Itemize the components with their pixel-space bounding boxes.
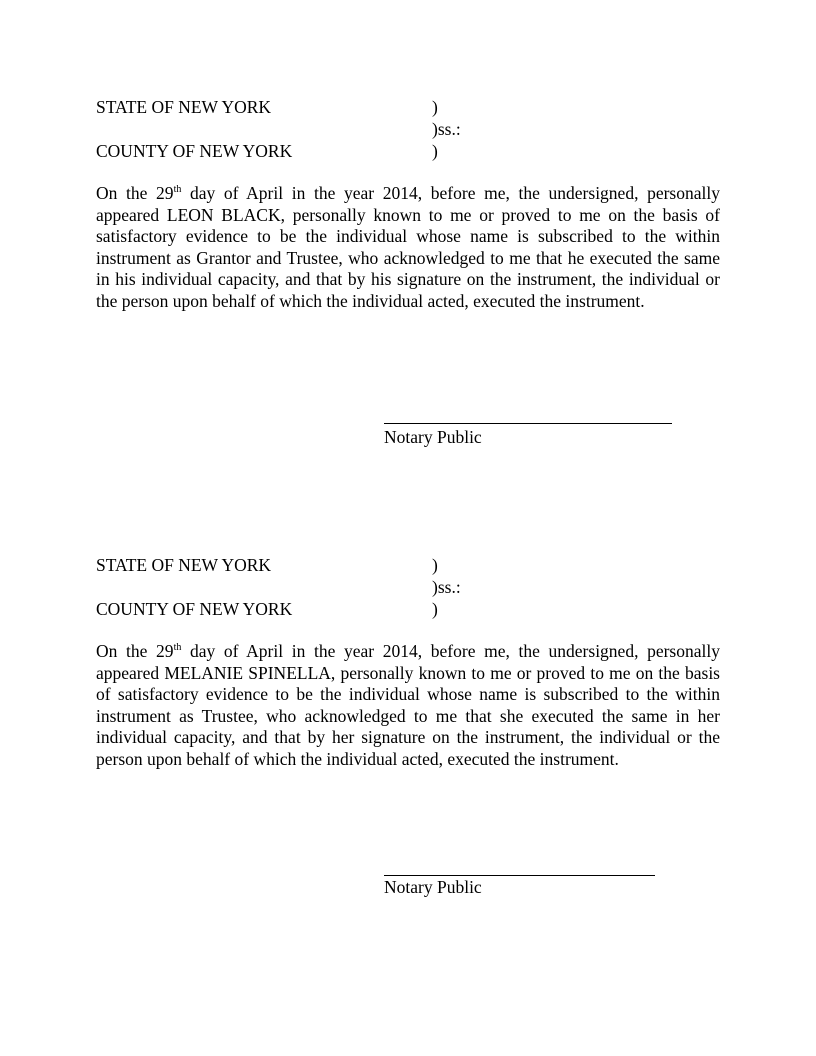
paragraph-text-start: On the 29 (96, 641, 174, 661)
notary-public-label: Notary Public (384, 427, 482, 447)
ordinal-suffix: th (173, 642, 182, 653)
venue-paren-close: ) (432, 141, 438, 161)
venue-paren-open: ) (432, 555, 438, 575)
venue-paren-close: ) (432, 599, 438, 619)
ordinal-suffix: th (173, 184, 182, 195)
paragraph-text-start: On the 29 (96, 183, 174, 203)
paragraph-text-rest: day of April in the year 2014, before me, the undersigned, personally appeared MELANIE SPINELLA, personally known to me or proved to me on the basis of satisfactory evidence to be the individual whose name is subscribed to the within instrument as Trustee, who acknowledged to me that she executed the same in her individual capacity, and that by her signature on the instrument, the individual or the person upon behalf of which the individual acted, executed the instrument. (96, 641, 720, 769)
state-label: STATE OF NEW YORK (96, 97, 272, 117)
signature-line (384, 423, 672, 424)
county-label: COUNTY OF NEW YORK (96, 599, 293, 619)
county-label: COUNTY OF NEW YORK (96, 141, 293, 161)
venue-caption (96, 554, 720, 620)
notary-public-label: Notary Public (384, 877, 482, 897)
venue-paren-ss: )ss.: (432, 119, 461, 139)
paragraph-text-rest: day of April in the year 2014, before me, the undersigned, personally appeared LEON BLACK, personally known to me or proved to me on the basis of satisfactory evidence to be the individual whose name is subscribed to the within instrument as Grantor and Trustee, who acknowledged to me that he executed the same in his individual capacity, and that by his signature on the instrument, the individual or the person upon behalf of which the individual acted, executed the instrument. (96, 183, 720, 311)
venue-paren-ss: )ss.: (432, 577, 461, 597)
venue-caption (96, 96, 720, 162)
acknowledgment-paragraph (96, 641, 720, 771)
acknowledgment-block-1 (96, 96, 720, 330)
state-label: STATE OF NEW YORK (96, 555, 272, 575)
venue-paren-open: ) (432, 97, 438, 117)
acknowledgment-block-2 (96, 554, 720, 788)
acknowledgment-paragraph (96, 183, 720, 313)
